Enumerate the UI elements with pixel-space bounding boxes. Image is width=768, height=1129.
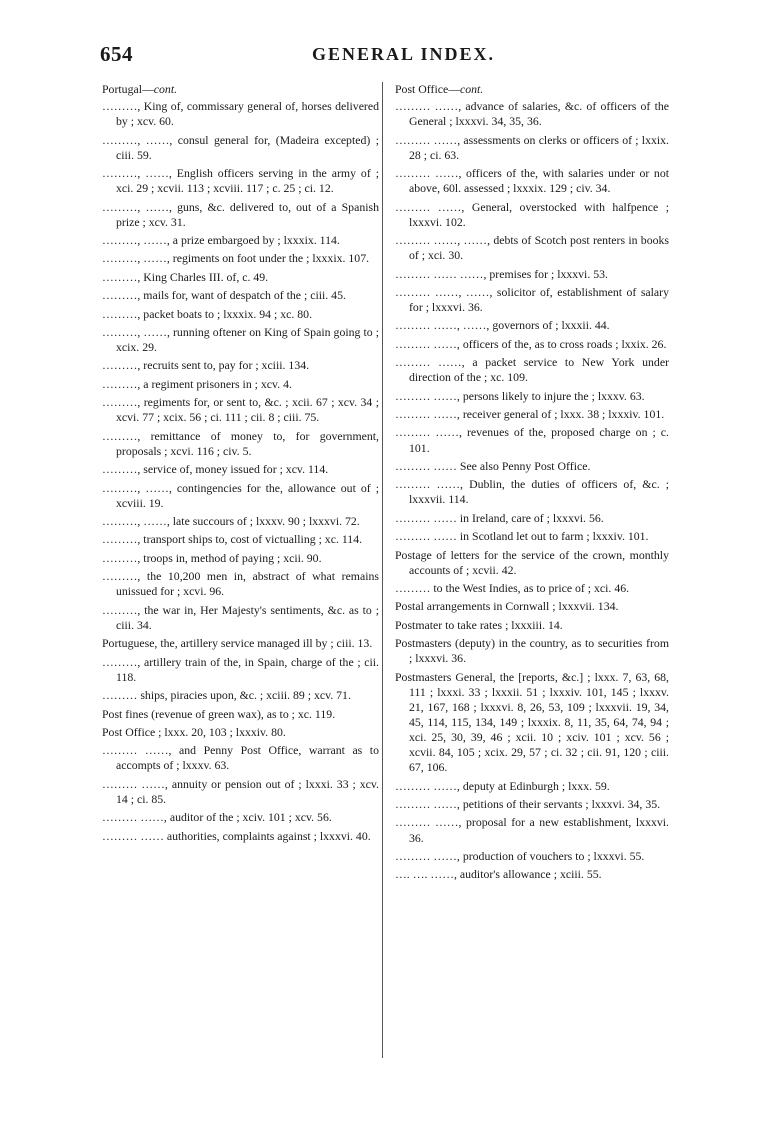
index-entry: ……… ……, petitions of their servants ; lxxxvi. 34, 35.: [395, 797, 661, 812]
index-entry: ………, the 10,200 men in, abstract of what remains unissued for ; xcvi. 96.: [102, 569, 379, 599]
index-entry: ……… ……, ……, debts of Scotch post renters in books of ; xci. 30.: [395, 233, 669, 263]
right-entry-list: [395, 99, 669, 882]
index-entry: ………, ……, contingencies for the, allowance out of ; xcviii. 19.: [102, 480, 379, 510]
index-entry: ………, artillery train of the, in Spain, charge of the ; cii. 118.: [102, 654, 379, 684]
index-entry: ………, service of, money issued for ; xcv. 114.: [102, 462, 329, 477]
index-entry: ………, ……, consul general for, (Madeira excepted) ; ciii. 59.: [102, 132, 379, 162]
column-divider: [382, 82, 383, 1058]
index-entry: ………, ……, regiments on foot under the ; lxxxix. 107.: [102, 251, 370, 266]
index-entry: ……… ……, General, overstocked with halfpence ; lxxxvi. 102.: [395, 199, 669, 229]
index-entry: ………, remittance of money to, for government, proposals ; xcvi. 116 ; civ. 5.: [102, 428, 379, 458]
index-entry: ………, transport ships to, cost of victualling ; xc. 114.: [102, 532, 363, 547]
index-entry: ……… ……, assessments on clerks or officers of ; lxxix. 28 ; ci. 63.: [395, 132, 669, 162]
index-entry: ……… …… authorities, complaints against ; lxxxvi. 40.: [102, 828, 371, 843]
index-entry: Portuguese, the, artillery service managed ill by ; ciii. 13.: [102, 636, 373, 651]
index-entry: Postage of letters for the service of the crown, monthly accounts of ; xcvii. 42.: [395, 547, 669, 577]
index-entry: ………, ……, late succours of ; lxxxv. 90 ; lxxxvi. 72.: [102, 514, 360, 529]
index-entry: ……… ……, and Penny Post Office, warrant as to accompts of ; lxxxv. 63.: [102, 743, 379, 773]
index-entry: ……… ……, revenues of the, proposed charge on ; c. 101.: [395, 425, 669, 455]
right-column: [395, 82, 669, 886]
index-entry: ………, King Charles III. of, c. 49.: [102, 269, 269, 284]
index-entry: ……… ……, receiver general of ; lxxx. 38 ; lxxxiv. 101.: [395, 407, 665, 422]
running-title: GENERAL INDEX.: [312, 44, 496, 64]
index-entry: ………, a regiment prisoners in ; xcv. 4.: [102, 376, 292, 391]
index-entry: ………, ……, running oftener on King of Spain going to ; xcix. 29.: [102, 324, 379, 355]
index-entry: ……… ……, ……, governors of ; lxxxii. 44.: [395, 318, 610, 333]
index-entry: ……… …… See also Penny Post Office.: [395, 458, 591, 473]
continued-term: Portugal: [102, 82, 142, 96]
index-entry: ……… ……, persons likely to injure the ; lxxxv. 63.: [395, 388, 645, 403]
index-entry: ……… ……, advance of salaries, &c. of officers of the General ; lxxxvi. 34, 35, 36.: [395, 99, 669, 129]
index-entry: ……… ……, Dublin, the duties of officers of, &c. ; lxxxvii. 114.: [395, 477, 669, 507]
index-entry: ………, ……, a prize embargoed by ; lxxxix. 114.: [102, 233, 340, 248]
index-entry: ……… ……, proposal for a new establishment, lxxxvi. 36.: [395, 815, 669, 845]
continued-suffix: cont.: [153, 82, 178, 96]
index-entry: ……… ……, deputy at Edinburgh ; lxxx. 59.: [395, 778, 610, 793]
page-header: [0, 42, 768, 72]
index-entry: ………, the war in, Her Majesty's sentiments, &c. as to ; ciii. 34.: [102, 602, 379, 632]
continued-heading: Post Office—cont.: [395, 82, 484, 96]
index-entry: …. …. ……, auditor's allowance ; xciii. 55.: [395, 867, 602, 882]
index-entry: ………, recruits sent to, pay for ; xciii. 134.: [102, 358, 310, 373]
index-entry: ……… to the West Indies, as to price of ; xci. 46.: [395, 581, 630, 596]
index-entry: ……… …… ……, premises for ; lxxxvi. 53.: [395, 266, 608, 281]
index-entry: ……… …… in Ireland, care of ; lxxxvi. 56.: [395, 510, 604, 525]
index-entry: ……… ……, annuity or pension out of ; lxxxi. 33 ; xcv. 14 ; ci. 85.: [102, 776, 379, 806]
continued-suffix: cont.: [460, 82, 484, 96]
index-entry: Postmasters General, the [reports, &c.] ; lxxx. 7, 63, 68, 111 ; lxxxi. 33 ; lxxxii. 51 ; lxxxiv. 101, 145 ; lxxxv. 21, 167, 168 ; lxxxvi. 8, 26, 53, 109 ; lxxxvii. 19, 34, 45, 114, 115, 134, 149 ; lxxxix. 8, 11, 35, 64, 74, 94 ; xci. 25, 30, 39, 46 ; xcii. 10 ; xciv. 101 ; xcv. 56 ; xcvii. 84, 105 ; xcix. 29, 57 ; ci. 32 ; cii. 91, 120 ; ciii. 67, 106.: [395, 669, 669, 775]
index-entry: ……… ……, auditor of the ; xciv. 101 ; xcv. 56.: [102, 810, 332, 825]
index-entry: ……… ……, production of vouchers to ; lxxxvi. 55.: [395, 848, 645, 863]
index-entry: ……… …… in Scotland let out to farm ; lxxxiv. 101.: [395, 529, 649, 544]
index-entry: ……… ……, ……, solicitor of, establishment of salary for ; lxxxvi. 36.: [395, 284, 669, 314]
index-entry: ………, troops in, method of paying ; xcii. 90.: [102, 550, 322, 565]
index-entry: ………, packet boats to ; lxxxix. 94 ; xc. 80.: [102, 306, 313, 321]
index-entry: ………, regiments for, or sent to, &c. ; xcii. 67 ; xcv. 34 ; xcvi. 77 ; xcix. 56 ; ci. 111 ; cii. 8 ; ciii. 75.: [102, 395, 379, 425]
index-entry: ………, King of, commissary general of, horses delivered by ; xcv. 60.: [102, 99, 379, 129]
index-entry: Postmater to take rates ; lxxxiii. 14.: [395, 617, 563, 632]
left-entry-list: [102, 99, 379, 844]
index-entry: Postal arrangements in Cornwall ; lxxxvii. 134.: [395, 599, 619, 614]
index-entry: ………, mails for, want of despatch of the ; ciii. 45.: [102, 288, 346, 303]
index-entry: ……… ……, officers of the, as to cross roads ; lxxix. 26.: [395, 336, 667, 351]
index-entry: Post Office ; lxxx. 20, 103 ; lxxxiv. 80.: [102, 724, 286, 739]
index-entry: ……… ……, a packet service to New York under direction of the ; xc. 109.: [395, 355, 669, 385]
index-entry: Post fines (revenue of green wax), as to ; xc. 119.: [102, 706, 336, 721]
left-column: [102, 82, 379, 847]
index-entry: ……… ……, officers of the, with salaries under or not above, 60l. assessed ; lxxxix. 129 ; civ. 34.: [395, 166, 669, 196]
index-entry: ……… ships, piracies upon, &c. ; xciii. 89 ; xcv. 71.: [102, 688, 351, 703]
index-entry: ………, ……, English officers serving in the army of ; xci. 29 ; xcvii. 113 ; xcviii. 117 ; c. 25 ; ci. 12.: [102, 166, 379, 196]
index-entry: Postmasters (deputy) in the country, as to securities from ; lxxxvi. 36.: [395, 636, 669, 666]
page-number: 654: [100, 42, 133, 66]
index-entry: ………, ……, guns, &c. delivered to, out of a Spanish prize ; xcv. 31.: [102, 199, 379, 229]
continued-term: Post Office: [395, 82, 449, 96]
continued-heading: Portugal—cont.: [102, 82, 178, 96]
